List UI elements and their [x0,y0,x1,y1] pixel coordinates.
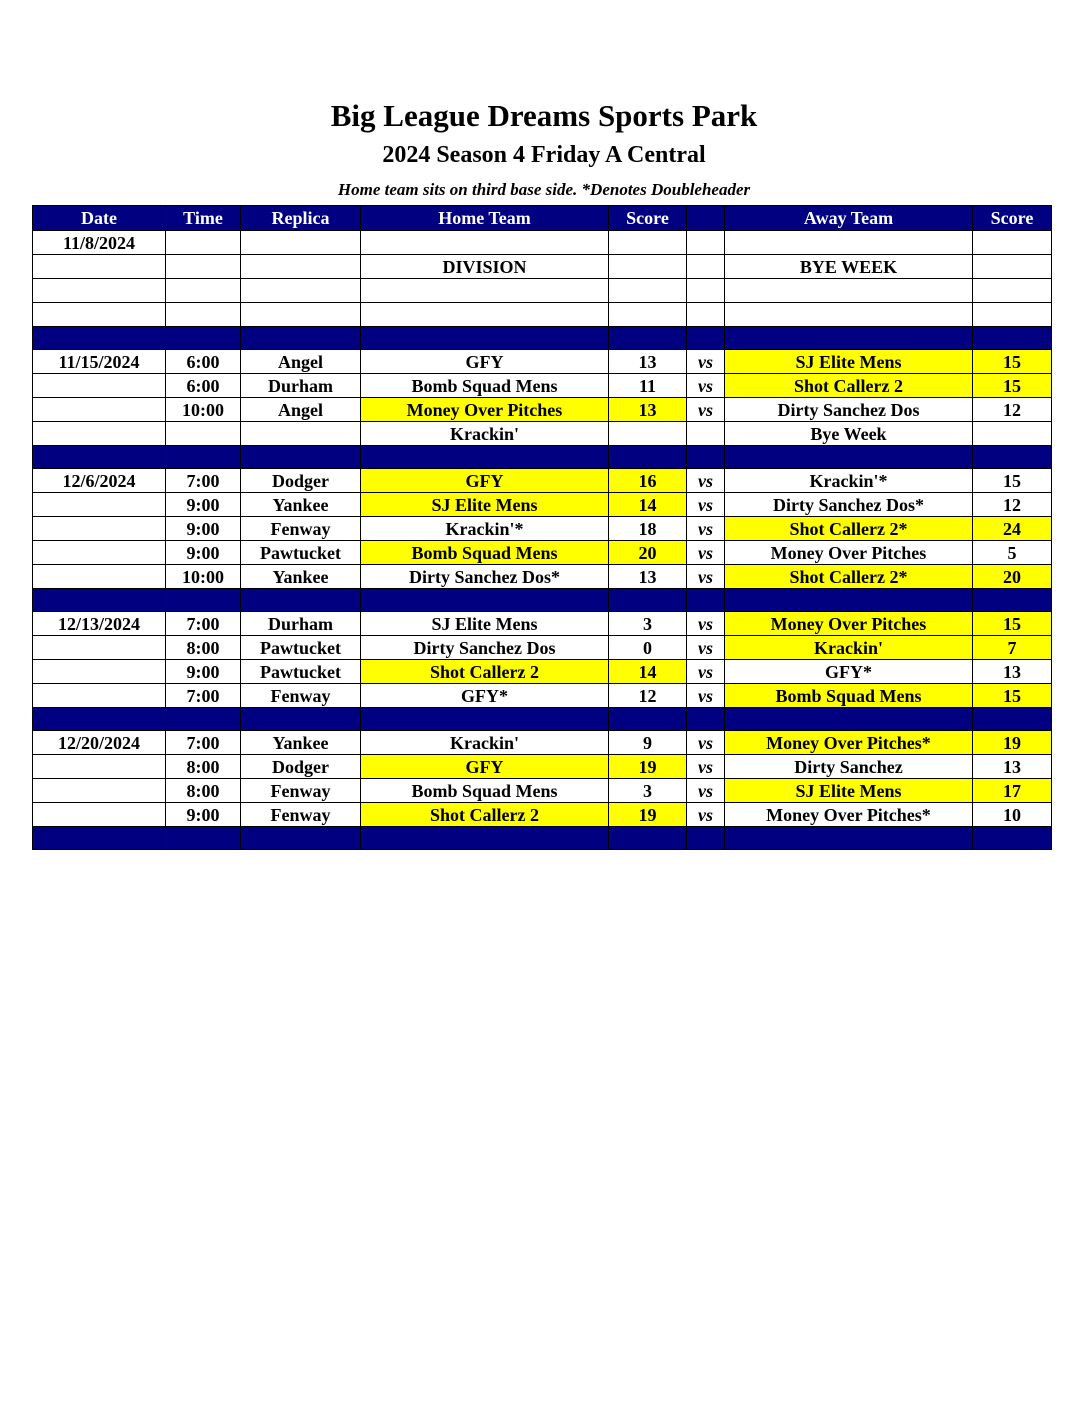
separator-cell [609,446,687,469]
replica-cell: Fenway [241,684,361,708]
date-cell [33,422,166,446]
separator-cell [241,327,361,350]
home-score-cell: 16 [609,469,687,493]
col-header-home-score: Score [609,206,687,231]
date-cell [33,779,166,803]
replica-cell: Durham [241,374,361,398]
separator-cell [609,708,687,731]
home-score-cell: 11 [609,374,687,398]
time-cell: 8:00 [166,755,241,779]
separator-cell [609,327,687,350]
separator-cell [241,827,361,850]
table-row [33,350,1052,374]
home-score-cell: 9 [609,731,687,755]
schedule-note: Home team sits on third base side. *Denotes Doubleheader [337,180,751,199]
col-header-date: Date [33,206,166,231]
home-score-cell: 3 [609,779,687,803]
away-team-cell: Bomb Squad Mens [725,684,973,708]
date-cell [33,636,166,660]
separator-cell [166,827,241,850]
separator-cell [241,446,361,469]
away-team-cell: Bye Week [725,422,973,446]
time-cell [166,303,241,327]
home-score-cell: 13 [609,350,687,374]
separator-cell [973,327,1052,350]
home-score-cell: 20 [609,541,687,565]
away-team-cell: SJ Elite Mens [725,350,973,374]
vs-cell: vs [687,755,725,779]
table-row [33,612,1052,636]
home-team-cell: Dirty Sanchez Dos* [361,565,609,589]
away-team-cell: Krackin'* [725,469,973,493]
separator-cell [33,446,166,469]
table-row [33,422,1052,446]
table-row [33,684,1052,708]
page-title: Big League Dreams Sports Park [330,98,758,133]
separator-cell [361,446,609,469]
separator-cell [33,708,166,731]
home-score-cell: 0 [609,636,687,660]
table-row [33,636,1052,660]
separator-cell [973,589,1052,612]
away-score-cell: 15 [973,374,1052,398]
replica-cell: Yankee [241,565,361,589]
away-team-cell: Money Over Pitches* [725,731,973,755]
away-team-cell: SJ Elite Mens [725,779,973,803]
separator-cell [687,708,725,731]
col-header-away-score: Score [973,206,1052,231]
vs-cell: vs [687,803,725,827]
separator-cell [361,827,609,850]
date-cell [33,755,166,779]
home-team-cell: DIVISION [361,255,609,279]
separator-cell [241,708,361,731]
time-cell [166,231,241,255]
table-row [33,755,1052,779]
away-score-cell [973,279,1052,303]
date-cell [33,279,166,303]
table-row [33,565,1052,589]
replica-cell [241,231,361,255]
vs-cell: vs [687,350,725,374]
date-cell [33,374,166,398]
date-cell: 12/6/2024 [33,469,166,493]
away-score-cell [973,231,1052,255]
replica-cell: Dodger [241,469,361,493]
time-cell: 9:00 [166,541,241,565]
table-row [33,398,1052,422]
away-score-cell: 13 [973,660,1052,684]
separator-cell [725,446,973,469]
home-team-cell: Bomb Squad Mens [361,541,609,565]
home-team-cell [361,303,609,327]
separator-cell [725,827,973,850]
separator-cell [33,327,166,350]
away-team-cell: Shot Callerz 2* [725,517,973,541]
home-score-cell: 19 [609,803,687,827]
home-score-cell: 13 [609,398,687,422]
date-cell [33,565,166,589]
away-score-cell: 13 [973,755,1052,779]
date-cell [33,493,166,517]
vs-cell: vs [687,398,725,422]
col-header-away-team: Away Team [725,206,973,231]
home-team-cell: Shot Callerz 2 [361,803,609,827]
home-team-cell: Bomb Squad Mens [361,374,609,398]
replica-cell: Fenway [241,803,361,827]
table-row [33,541,1052,565]
home-score-cell [609,255,687,279]
date-cell: 12/13/2024 [33,612,166,636]
replica-cell: Yankee [241,493,361,517]
away-score-cell: 24 [973,517,1052,541]
week-separator-row [33,827,1052,850]
time-cell: 6:00 [166,374,241,398]
home-score-cell: 3 [609,612,687,636]
away-team-cell: Krackin' [725,636,973,660]
replica-cell: Yankee [241,731,361,755]
table-row [33,303,1052,327]
replica-cell: Angel [241,350,361,374]
home-team-cell [361,231,609,255]
vs-cell: vs [687,612,725,636]
home-score-cell: 12 [609,684,687,708]
replica-cell: Pawtucket [241,660,361,684]
date-cell [33,398,166,422]
away-score-cell: 15 [973,350,1052,374]
vs-cell: vs [687,779,725,803]
home-score-cell [609,279,687,303]
separator-cell [973,446,1052,469]
time-cell [166,279,241,303]
vs-cell: vs [687,731,725,755]
time-cell: 9:00 [166,493,241,517]
separator-cell [33,827,166,850]
time-cell: 7:00 [166,469,241,493]
away-team-cell [725,279,973,303]
table-row [33,803,1052,827]
date-cell: 12/20/2024 [33,731,166,755]
away-team-cell: Money Over Pitches [725,541,973,565]
table-row [33,779,1052,803]
table-row [33,493,1052,517]
away-score-cell: 15 [973,612,1052,636]
schedule-table [32,205,1052,850]
replica-cell: Fenway [241,517,361,541]
separator-cell [609,589,687,612]
date-cell [33,803,166,827]
away-score-cell: 12 [973,398,1052,422]
away-team-cell: BYE WEEK [725,255,973,279]
time-cell [166,255,241,279]
table-row [33,469,1052,493]
replica-cell: Durham [241,612,361,636]
away-team-cell: Dirty Sanchez [725,755,973,779]
vs-cell: vs [687,517,725,541]
away-score-cell: 17 [973,779,1052,803]
away-score-cell [973,422,1052,446]
header-row [33,206,1052,231]
time-cell: 10:00 [166,565,241,589]
vs-cell [687,422,725,446]
time-cell [166,422,241,446]
replica-cell: Angel [241,398,361,422]
table-row [33,231,1052,255]
separator-cell [687,446,725,469]
date-cell: 11/15/2024 [33,350,166,374]
away-score-cell: 20 [973,565,1052,589]
separator-cell [361,708,609,731]
col-header-time: Time [166,206,241,231]
separator-cell [33,589,166,612]
away-score-cell: 5 [973,541,1052,565]
date-cell [33,517,166,541]
away-team-cell [725,303,973,327]
schedule-body [33,231,1052,850]
date-cell [33,660,166,684]
home-team-cell: SJ Elite Mens [361,612,609,636]
separator-cell [725,327,973,350]
separator-cell [687,327,725,350]
table-row [33,731,1052,755]
date-cell [33,303,166,327]
vs-cell: vs [687,684,725,708]
away-score-cell: 12 [973,493,1052,517]
page-subtitle: 2024 Season 4 Friday A Central [382,142,706,168]
vs-cell: vs [687,541,725,565]
time-cell: 7:00 [166,731,241,755]
week-separator-row [33,708,1052,731]
week-separator-row [33,446,1052,469]
separator-cell [166,589,241,612]
time-cell: 9:00 [166,803,241,827]
time-cell: 9:00 [166,517,241,541]
time-cell: 8:00 [166,779,241,803]
col-header-replica: Replica [241,206,361,231]
away-score-cell: 15 [973,469,1052,493]
away-team-cell: Dirty Sanchez Dos [725,398,973,422]
home-team-cell: Dirty Sanchez Dos [361,636,609,660]
week-separator-row [33,327,1052,350]
separator-cell [166,708,241,731]
time-cell: 7:00 [166,684,241,708]
vs-cell: vs [687,565,725,589]
vs-cell: vs [687,374,725,398]
week-separator-row [33,589,1052,612]
away-team-cell: GFY* [725,660,973,684]
date-cell [33,541,166,565]
separator-cell [241,589,361,612]
time-cell: 7:00 [166,612,241,636]
home-team-cell: Krackin' [361,422,609,446]
replica-cell [241,279,361,303]
away-score-cell: 19 [973,731,1052,755]
home-score-cell: 18 [609,517,687,541]
vs-cell: vs [687,636,725,660]
col-header-vs [687,206,725,231]
separator-cell [361,327,609,350]
vs-cell: vs [687,493,725,517]
vs-cell [687,231,725,255]
home-score-cell [609,422,687,446]
vs-cell: vs [687,469,725,493]
away-team-cell: Shot Callerz 2* [725,565,973,589]
home-team-cell [361,279,609,303]
separator-cell [609,827,687,850]
vs-cell [687,255,725,279]
col-header-home-team: Home Team [361,206,609,231]
home-score-cell [609,303,687,327]
date-cell: 11/8/2024 [33,231,166,255]
replica-cell: Fenway [241,779,361,803]
home-score-cell: 14 [609,493,687,517]
home-team-cell: GFY [361,755,609,779]
home-score-cell [609,231,687,255]
separator-cell [973,827,1052,850]
home-team-cell: Money Over Pitches [361,398,609,422]
separator-cell [687,827,725,850]
date-cell [33,684,166,708]
home-team-cell: Shot Callerz 2 [361,660,609,684]
away-team-cell: Money Over Pitches [725,612,973,636]
separator-cell [166,446,241,469]
away-score-cell: 10 [973,803,1052,827]
home-team-cell: GFY [361,469,609,493]
replica-cell: Pawtucket [241,636,361,660]
date-cell [33,255,166,279]
away-team-cell: Dirty Sanchez Dos* [725,493,973,517]
separator-cell [166,327,241,350]
time-cell: 10:00 [166,398,241,422]
vs-cell [687,279,725,303]
separator-cell [725,708,973,731]
home-team-cell: GFY* [361,684,609,708]
time-cell: 6:00 [166,350,241,374]
replica-cell [241,303,361,327]
time-cell: 9:00 [166,660,241,684]
replica-cell: Pawtucket [241,541,361,565]
home-score-cell: 14 [609,660,687,684]
replica-cell [241,255,361,279]
home-team-cell: Krackin'* [361,517,609,541]
replica-cell [241,422,361,446]
separator-cell [725,589,973,612]
replica-cell: Dodger [241,755,361,779]
table-row [33,660,1052,684]
vs-cell [687,303,725,327]
table-row [33,255,1052,279]
separator-cell [361,589,609,612]
vs-cell: vs [687,660,725,684]
away-score-cell [973,303,1052,327]
away-score-cell: 7 [973,636,1052,660]
table-row [33,374,1052,398]
home-team-cell: GFY [361,350,609,374]
home-team-cell: Krackin' [361,731,609,755]
home-team-cell: Bomb Squad Mens [361,779,609,803]
home-score-cell: 13 [609,565,687,589]
table-row [33,279,1052,303]
separator-cell [973,708,1052,731]
table-row [33,517,1052,541]
separator-cell [687,589,725,612]
home-score-cell: 19 [609,755,687,779]
home-team-cell: SJ Elite Mens [361,493,609,517]
away-score-cell: 15 [973,684,1052,708]
away-team-cell: Shot Callerz 2 [725,374,973,398]
away-team-cell [725,231,973,255]
away-score-cell [973,255,1052,279]
away-team-cell: Money Over Pitches* [725,803,973,827]
time-cell: 8:00 [166,636,241,660]
